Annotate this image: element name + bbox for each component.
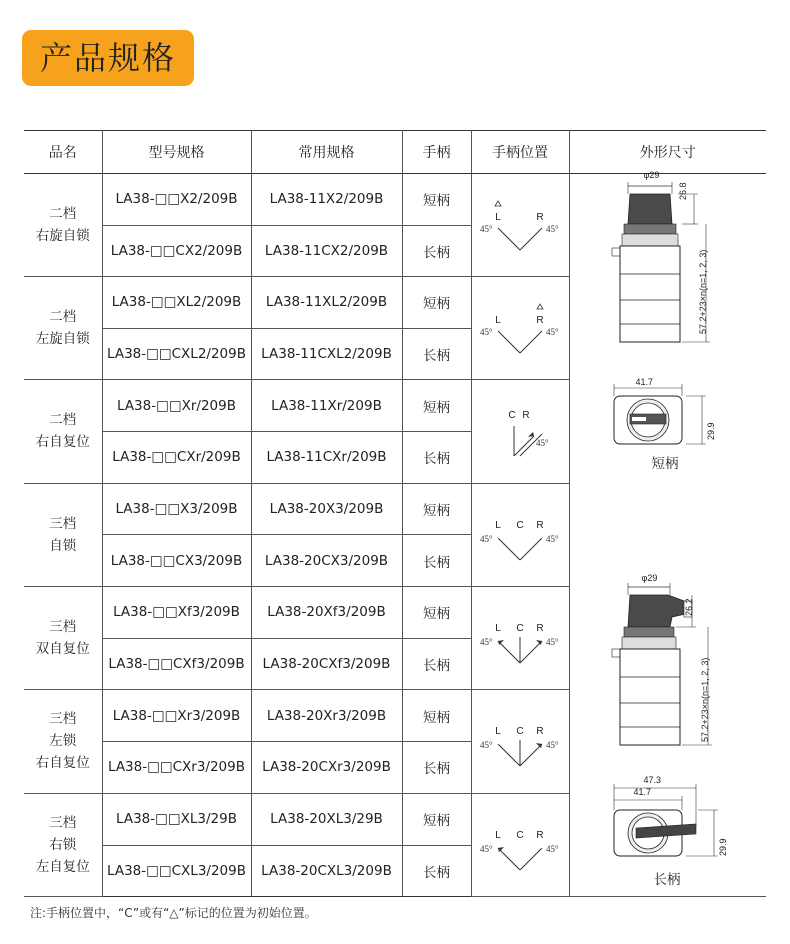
product-name-line: 二档: [49, 412, 77, 429]
product-name-cell: [24, 174, 102, 277]
pos-label-center: C: [516, 623, 524, 635]
pos-line-left: [498, 538, 520, 560]
common-model-cell: LA38-20Xr3/209B: [251, 690, 402, 742]
long-width-inner-label: 41.7: [633, 787, 652, 797]
model-cell: LA38-□□X2/209B: [102, 174, 251, 226]
pos-line-left: [498, 848, 520, 870]
long-handle-side-drawing: [592, 577, 742, 767]
short-handle-side-drawing: [598, 174, 738, 354]
handle-cell: 短柄: [402, 277, 471, 329]
common-model-cell: LA38-20XL3/29B: [251, 793, 402, 845]
pos-right-degree: 45°: [546, 533, 559, 544]
pos-line-left: [498, 331, 520, 353]
common-model-cell: LA38-11Xr/209B: [251, 380, 402, 432]
short-diameter-label: φ29: [643, 170, 660, 180]
product-name-cell: [24, 277, 102, 380]
pos-line-left: [498, 228, 520, 250]
pos-left-degree: 45°: [480, 740, 493, 751]
model-cell: LA38-□□XL2/209B: [102, 277, 251, 329]
model-cell: LA38-□□Xr3/209B: [102, 690, 251, 742]
pos-label-right: R: [536, 829, 544, 841]
pos-line-right: [520, 228, 542, 250]
long-width-outer-label: 47.3: [643, 775, 662, 785]
handle-position-cell: [471, 690, 569, 793]
handle-position-cell: [471, 380, 569, 483]
pos-label-right: R: [536, 212, 544, 223]
product-name-line: 二档: [49, 206, 77, 222]
short-depth-label: 29.9: [705, 422, 716, 440]
handle-position-diagram: [476, 603, 564, 673]
handle-cell: 短柄: [402, 793, 471, 845]
model-cell: LA38-□□CXr/209B: [102, 432, 251, 484]
pos-label-left: L: [495, 829, 501, 841]
pos-left-degree: 45°: [480, 327, 493, 338]
handle-position-cell: [471, 277, 569, 380]
pos-label-center: C: [508, 410, 516, 422]
short-handle-caption: 短柄: [651, 456, 679, 472]
pos-label-center: C: [516, 519, 524, 531]
long-handle-top-drawing: [606, 782, 736, 862]
model-cell: LA38-□□CX2/209B: [102, 225, 251, 277]
long-diameter-label: φ29: [641, 573, 658, 583]
header-dimensions: 外形尺寸: [569, 131, 766, 174]
pos-line-right: [514, 436, 534, 456]
handle-position-diagram: [476, 706, 564, 776]
product-name-cell: [24, 690, 102, 793]
common-model-cell: LA38-20CXf3/209B: [251, 638, 402, 690]
pos-line-right: [520, 744, 542, 766]
common-model-cell: LA38-11CXr/209B: [251, 432, 402, 484]
pos-label-center: C: [516, 726, 524, 738]
spec-table: [24, 130, 766, 897]
product-name-line: 三档: [49, 711, 77, 728]
header-model: 型号规格: [102, 131, 251, 174]
long-top-height-label: 26.2: [683, 598, 694, 616]
pos-right-degree: 45°: [546, 637, 559, 648]
product-name-line: 双自复位: [35, 641, 90, 658]
product-name-line: 左旋自锁: [35, 331, 90, 348]
table-row: [24, 174, 766, 226]
handle-cell: 长柄: [402, 638, 471, 690]
handle-position-diagram: [476, 293, 564, 363]
product-name-line: 三档: [49, 619, 77, 636]
handle-position-cell: [471, 793, 569, 896]
pos-left-degree: 45°: [480, 843, 493, 854]
common-model-cell: LA38-20CXL3/209B: [251, 845, 402, 897]
header-common: 常用规格: [251, 131, 402, 174]
handle-cell: 长柄: [402, 432, 471, 484]
model-cell: LA38-□□XL3/29B: [102, 793, 251, 845]
pos-right-degree: 45°: [546, 843, 559, 854]
handle-cell: 长柄: [402, 225, 471, 277]
initial-position-triangle-icon: [495, 201, 501, 206]
pos-label-left: L: [495, 212, 501, 223]
handle-position-cell: [471, 174, 569, 277]
handle-cell: 长柄: [402, 845, 471, 897]
header-handle: 手柄: [402, 131, 471, 174]
dimensions-cell: [569, 170, 766, 897]
handle-cell: 长柄: [402, 328, 471, 380]
model-cell: LA38-□□X3/209B: [102, 483, 251, 535]
product-name-line: 右自复位: [35, 434, 90, 451]
pos-label-right: R: [536, 726, 544, 738]
handle-cell: 长柄: [402, 535, 471, 587]
long-depth-label: 29.9: [717, 838, 728, 856]
short-top-height-label: 26.8: [677, 182, 688, 200]
pos-line-right: [520, 538, 542, 560]
pos-right-degree: 45°: [546, 740, 559, 751]
common-model-cell: LA38-20X3/209B: [251, 483, 402, 535]
pos-label-left: L: [495, 726, 501, 738]
common-model-cell: LA38-20Xf3/209B: [251, 586, 402, 638]
product-name-cell: [24, 483, 102, 586]
short-body-length-label: 57.2+23×n(n=1, 2, 3): [697, 249, 708, 334]
pos-left-degree: 45°: [480, 224, 493, 234]
model-cell: LA38-□□CXr3/209B: [102, 742, 251, 794]
handle-position-diagram: [476, 500, 564, 570]
pos-label-center: C: [516, 829, 524, 841]
product-name-line: 三档: [49, 814, 77, 831]
pos-line-right: [520, 331, 542, 353]
handle-cell: 短柄: [402, 690, 471, 742]
model-cell: LA38-□□CXL3/209B: [102, 845, 251, 897]
pos-label-right: R: [536, 315, 544, 327]
pos-line-left: [498, 744, 520, 766]
product-name-line: 自锁: [49, 537, 77, 554]
product-name-line: 右锁: [49, 836, 77, 853]
pos-left-degree: 45°: [480, 637, 493, 648]
pos-right-degree: 45°: [536, 438, 549, 449]
model-cell: LA38-□□Xr/209B: [102, 380, 251, 432]
initial-position-triangle-icon: [537, 304, 543, 309]
dimension-drawings: [570, 170, 767, 896]
handle-cell: 长柄: [402, 742, 471, 794]
model-cell: LA38-□□CX3/209B: [102, 535, 251, 587]
product-name-line: 左锁: [49, 733, 77, 750]
product-name-cell: [24, 586, 102, 689]
common-model-cell: LA38-20CXr3/209B: [251, 742, 402, 794]
pos-right-degree: 45°: [546, 224, 559, 234]
common-model-cell: LA38-11X2/209B: [251, 174, 402, 226]
handle-position-diagram: [476, 190, 564, 260]
pos-left-degree: 45°: [480, 533, 493, 544]
product-name-line: 左自复位: [35, 858, 90, 875]
header-handle-position: 手柄位置: [471, 131, 569, 174]
product-name-line: 二档: [49, 309, 77, 326]
product-name-cell: [24, 380, 102, 483]
pos-label-right: R: [536, 623, 544, 635]
pos-label-right: R: [536, 519, 544, 531]
page-title: 产品规格: [22, 30, 194, 86]
pos-right-degree: 45°: [546, 327, 559, 338]
long-body-length-label: 57.2+23×n(n=1, 2, 3): [699, 657, 710, 742]
common-model-cell: LA38-11XL2/209B: [251, 277, 402, 329]
product-name-line: 三档: [49, 515, 77, 532]
model-cell: LA38-□□CXL2/209B: [102, 328, 251, 380]
handle-cell: 短柄: [402, 586, 471, 638]
common-model-cell: LA38-11CXL2/209B: [251, 328, 402, 380]
pos-label-left: L: [495, 315, 501, 327]
pos-line-left: [498, 641, 520, 663]
handle-cell: 短柄: [402, 380, 471, 432]
model-cell: LA38-□□Xf3/209B: [102, 586, 251, 638]
handle-position-cell: [471, 483, 569, 586]
long-handle-caption: 长柄: [653, 872, 681, 888]
pos-label-left: L: [495, 623, 501, 635]
pos-line-right: [520, 848, 542, 870]
common-model-cell: LA38-11CX2/209B: [251, 225, 402, 277]
handle-cell: 短柄: [402, 483, 471, 535]
product-name-line: 右旋自锁: [35, 228, 90, 244]
pos-label-right: R: [522, 410, 530, 422]
footnote: 注:手柄位置中，“C”或有“△”标记的位置为初始位置。: [30, 906, 317, 920]
handle-position-cell: [471, 586, 569, 689]
handle-position-diagram: [476, 396, 564, 466]
table-header-row: [24, 131, 766, 174]
short-width-label: 41.7: [635, 377, 654, 387]
handle-cell: 短柄: [402, 174, 471, 226]
header-name: 品名: [24, 131, 102, 174]
pos-line-right: [520, 641, 542, 663]
product-name-cell: [24, 793, 102, 896]
common-model-cell: LA38-20CX3/209B: [251, 535, 402, 587]
handle-position-diagram: [476, 810, 564, 880]
model-cell: LA38-□□CXf3/209B: [102, 638, 251, 690]
product-name-line: 右自复位: [35, 755, 90, 772]
pos-label-left: L: [495, 519, 501, 531]
